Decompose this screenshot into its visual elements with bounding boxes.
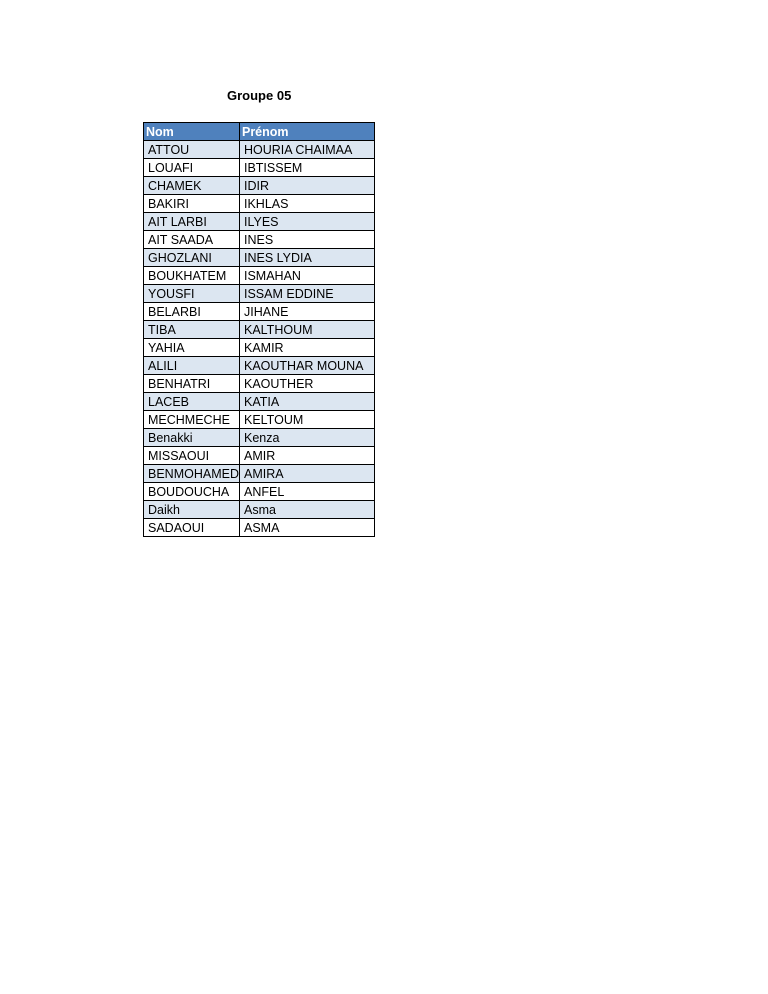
nom-cell: AIT SAADA [144, 231, 240, 249]
table-row [144, 159, 375, 177]
nom-cell: Daikh [144, 501, 240, 519]
prenom-cell: JIHANE [239, 303, 374, 321]
nom-cell: BAKIRI [144, 195, 240, 213]
prenom-cell: Kenza [239, 429, 374, 447]
prenom-cell: KALTHOUM [239, 321, 374, 339]
prenom-cell: INES [239, 231, 374, 249]
table-row [144, 357, 375, 375]
student-table [143, 122, 375, 537]
prenom-cell: ISSAM EDDINE [239, 285, 374, 303]
table-row [144, 375, 375, 393]
column-header-prenom: Prénom [239, 123, 374, 141]
table-row [144, 321, 375, 339]
nom-cell: CHAMEK [144, 177, 240, 195]
table-row [144, 195, 375, 213]
prenom-cell: ILYES [239, 213, 374, 231]
nom-cell: GHOZLANI [144, 249, 240, 267]
nom-cell: BOUKHATEM [144, 267, 240, 285]
table-row [144, 231, 375, 249]
prenom-cell: KAOUTHER [239, 375, 374, 393]
nom-cell: YOUSFI [144, 285, 240, 303]
prenom-cell: ASMA [239, 519, 374, 537]
nom-cell: ALILI [144, 357, 240, 375]
prenom-cell: ISMAHAN [239, 267, 374, 285]
table-row [144, 267, 375, 285]
table-row [144, 447, 375, 465]
table-row [144, 285, 375, 303]
table-row [144, 393, 375, 411]
table-row [144, 519, 375, 537]
prenom-cell: KATIA [239, 393, 374, 411]
prenom-cell: INES LYDIA [239, 249, 374, 267]
prenom-cell: IDIR [239, 177, 374, 195]
table-row [144, 249, 375, 267]
table-row [144, 339, 375, 357]
prenom-cell: Asma [239, 501, 374, 519]
page-title: Groupe 05 [227, 88, 292, 103]
nom-cell: MECHMECHE [144, 411, 240, 429]
nom-cell: YAHIA [144, 339, 240, 357]
table-row [144, 411, 375, 429]
prenom-cell: KELTOUM [239, 411, 374, 429]
prenom-cell: AMIR [239, 447, 374, 465]
prenom-cell: ANFEL [239, 483, 374, 501]
prenom-cell: KAMIR [239, 339, 374, 357]
prenom-cell: IKHLAS [239, 195, 374, 213]
table-row [144, 429, 375, 447]
table-row [144, 303, 375, 321]
nom-cell: LOUAFI [144, 159, 240, 177]
table-row [144, 141, 375, 159]
prenom-cell: KAOUTHAR MOUNA [239, 357, 374, 375]
prenom-cell: IBTISSEM [239, 159, 374, 177]
nom-cell: LACEB [144, 393, 240, 411]
nom-cell: TIBA [144, 321, 240, 339]
table-row [144, 483, 375, 501]
nom-cell: Benakki [144, 429, 240, 447]
nom-cell: MISSAOUI [144, 447, 240, 465]
table-row [144, 501, 375, 519]
nom-cell: ATTOU [144, 141, 240, 159]
table-header-row [144, 123, 375, 141]
nom-cell: BENHATRI [144, 375, 240, 393]
table-row [144, 465, 375, 483]
nom-cell: BELARBI [144, 303, 240, 321]
prenom-cell: AMIRA [239, 465, 374, 483]
table-row [144, 177, 375, 195]
nom-cell: BENMOHAMED [144, 465, 240, 483]
table-body [144, 141, 375, 537]
column-header-nom: Nom [144, 123, 240, 141]
nom-cell: AIT LARBI [144, 213, 240, 231]
prenom-cell: HOURIA CHAIMAA [239, 141, 374, 159]
nom-cell: BOUDOUCHA [144, 483, 240, 501]
table-row [144, 213, 375, 231]
nom-cell: SADAOUI [144, 519, 240, 537]
